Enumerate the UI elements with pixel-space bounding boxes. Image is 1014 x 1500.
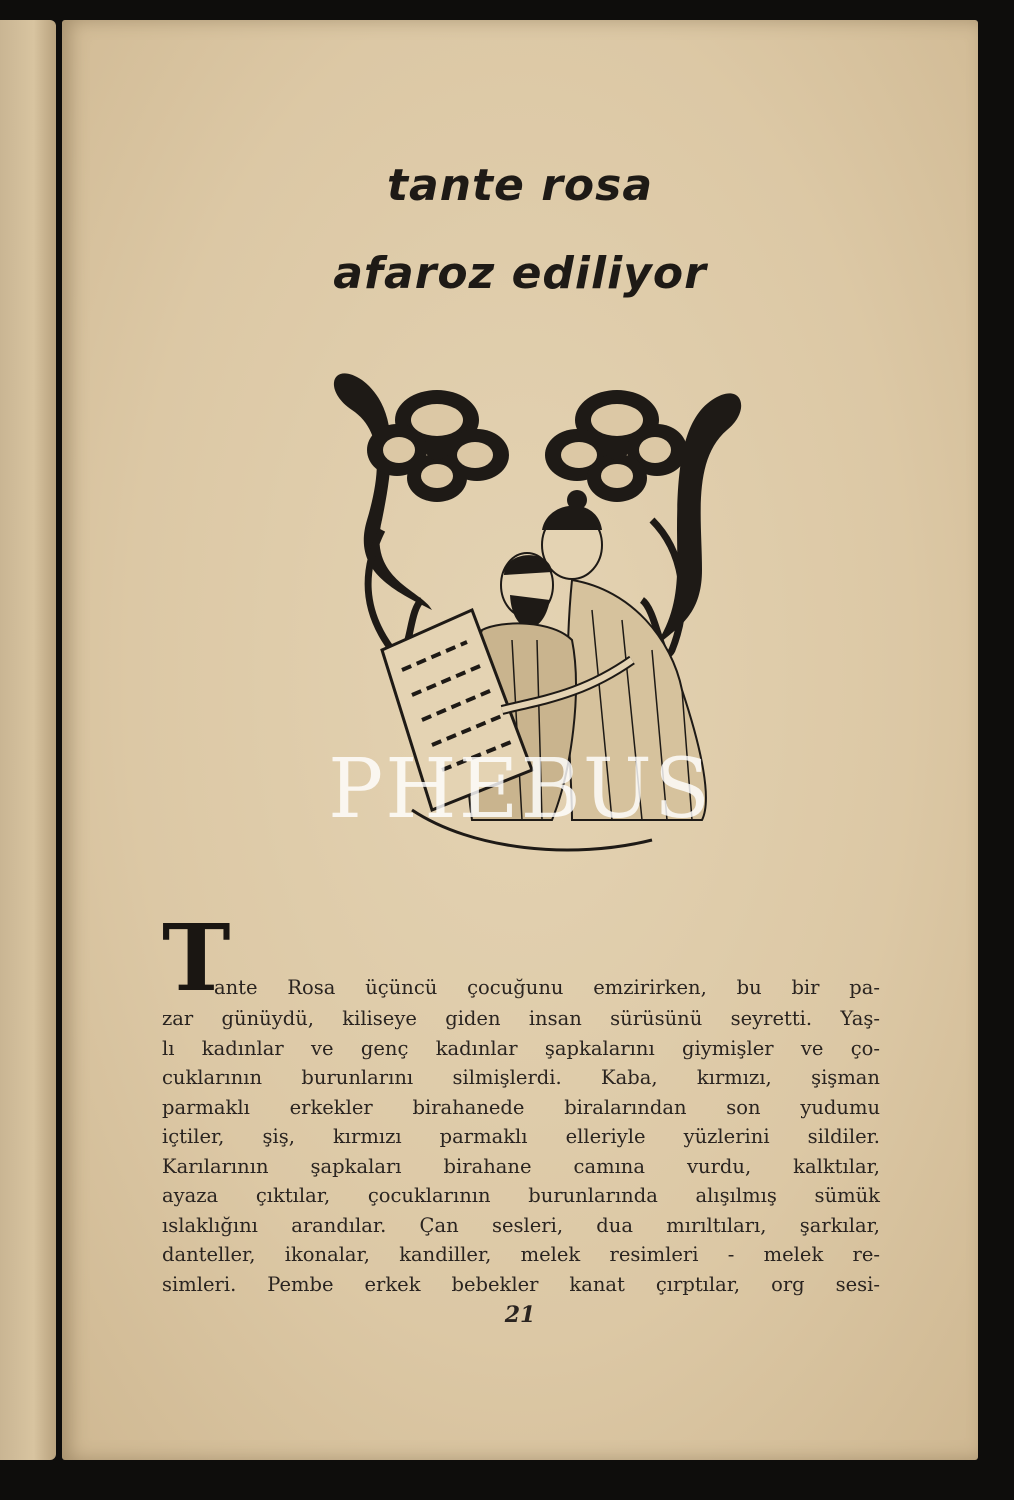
couple-engraving bbox=[382, 490, 706, 850]
dropcap-letter: T bbox=[162, 904, 231, 1012]
text-line-9: ıslaklığını arandılar. Çan sesleri, dua mırıltıları, şarkılar, bbox=[162, 1213, 880, 1237]
text-line-10: danteller, ikonalar, kandiller, melek resimleri - melek re- bbox=[162, 1243, 880, 1266]
text-line-3: lı kadınlar ve genç kadınlar şapkalarını giymişler ve ço- bbox=[162, 1036, 880, 1060]
body-paragraph bbox=[162, 904, 880, 1299]
text-line-11: simleri. Pembe erkek bebekler kanat çırptılar, org sesi- bbox=[162, 1272, 880, 1296]
facing-page-edge bbox=[0, 20, 56, 1460]
text-line-4: cuklarının burunlarını silmişlerdi. Kaba, kırmızı, şişman bbox=[162, 1066, 880, 1089]
text-line-8: ayaza çıktılar, çocuklarının burunlarında alışılmış sümük bbox=[162, 1184, 880, 1207]
book-page bbox=[62, 20, 978, 1460]
right-iris-flower bbox=[545, 390, 687, 502]
text-line-7: Karılarının şapkaları birahane camına vurdu, kalktılar, bbox=[162, 1154, 880, 1178]
left-iris-flower bbox=[367, 390, 509, 502]
chapter-title-line-2: afaroz ediliyor bbox=[333, 248, 707, 299]
text-line-1: ante Rosa üçüncü çocuğunu emzirirken, bu bir pa- bbox=[214, 976, 880, 999]
art-nouveau-illustration bbox=[272, 350, 772, 870]
text-line-2: zar günüydü, kiliseye giden insan sürüsünü seyretti. Yaş- bbox=[162, 1007, 880, 1030]
chapter-title-line-1: tante rosa bbox=[386, 160, 654, 211]
watermark-text: PHEBUS bbox=[327, 742, 713, 837]
page-number: 21 bbox=[504, 1302, 536, 1328]
text-line-6: içtiler, şiş, kırmızı parmaklı elleriyle yüzlerini sildiler. bbox=[162, 1125, 880, 1148]
dropcap-row bbox=[162, 904, 880, 1012]
text-lines bbox=[162, 1004, 880, 1299]
text-line-5: parmaklı erkekler birahanede biralarından son yudumu bbox=[162, 1095, 880, 1119]
